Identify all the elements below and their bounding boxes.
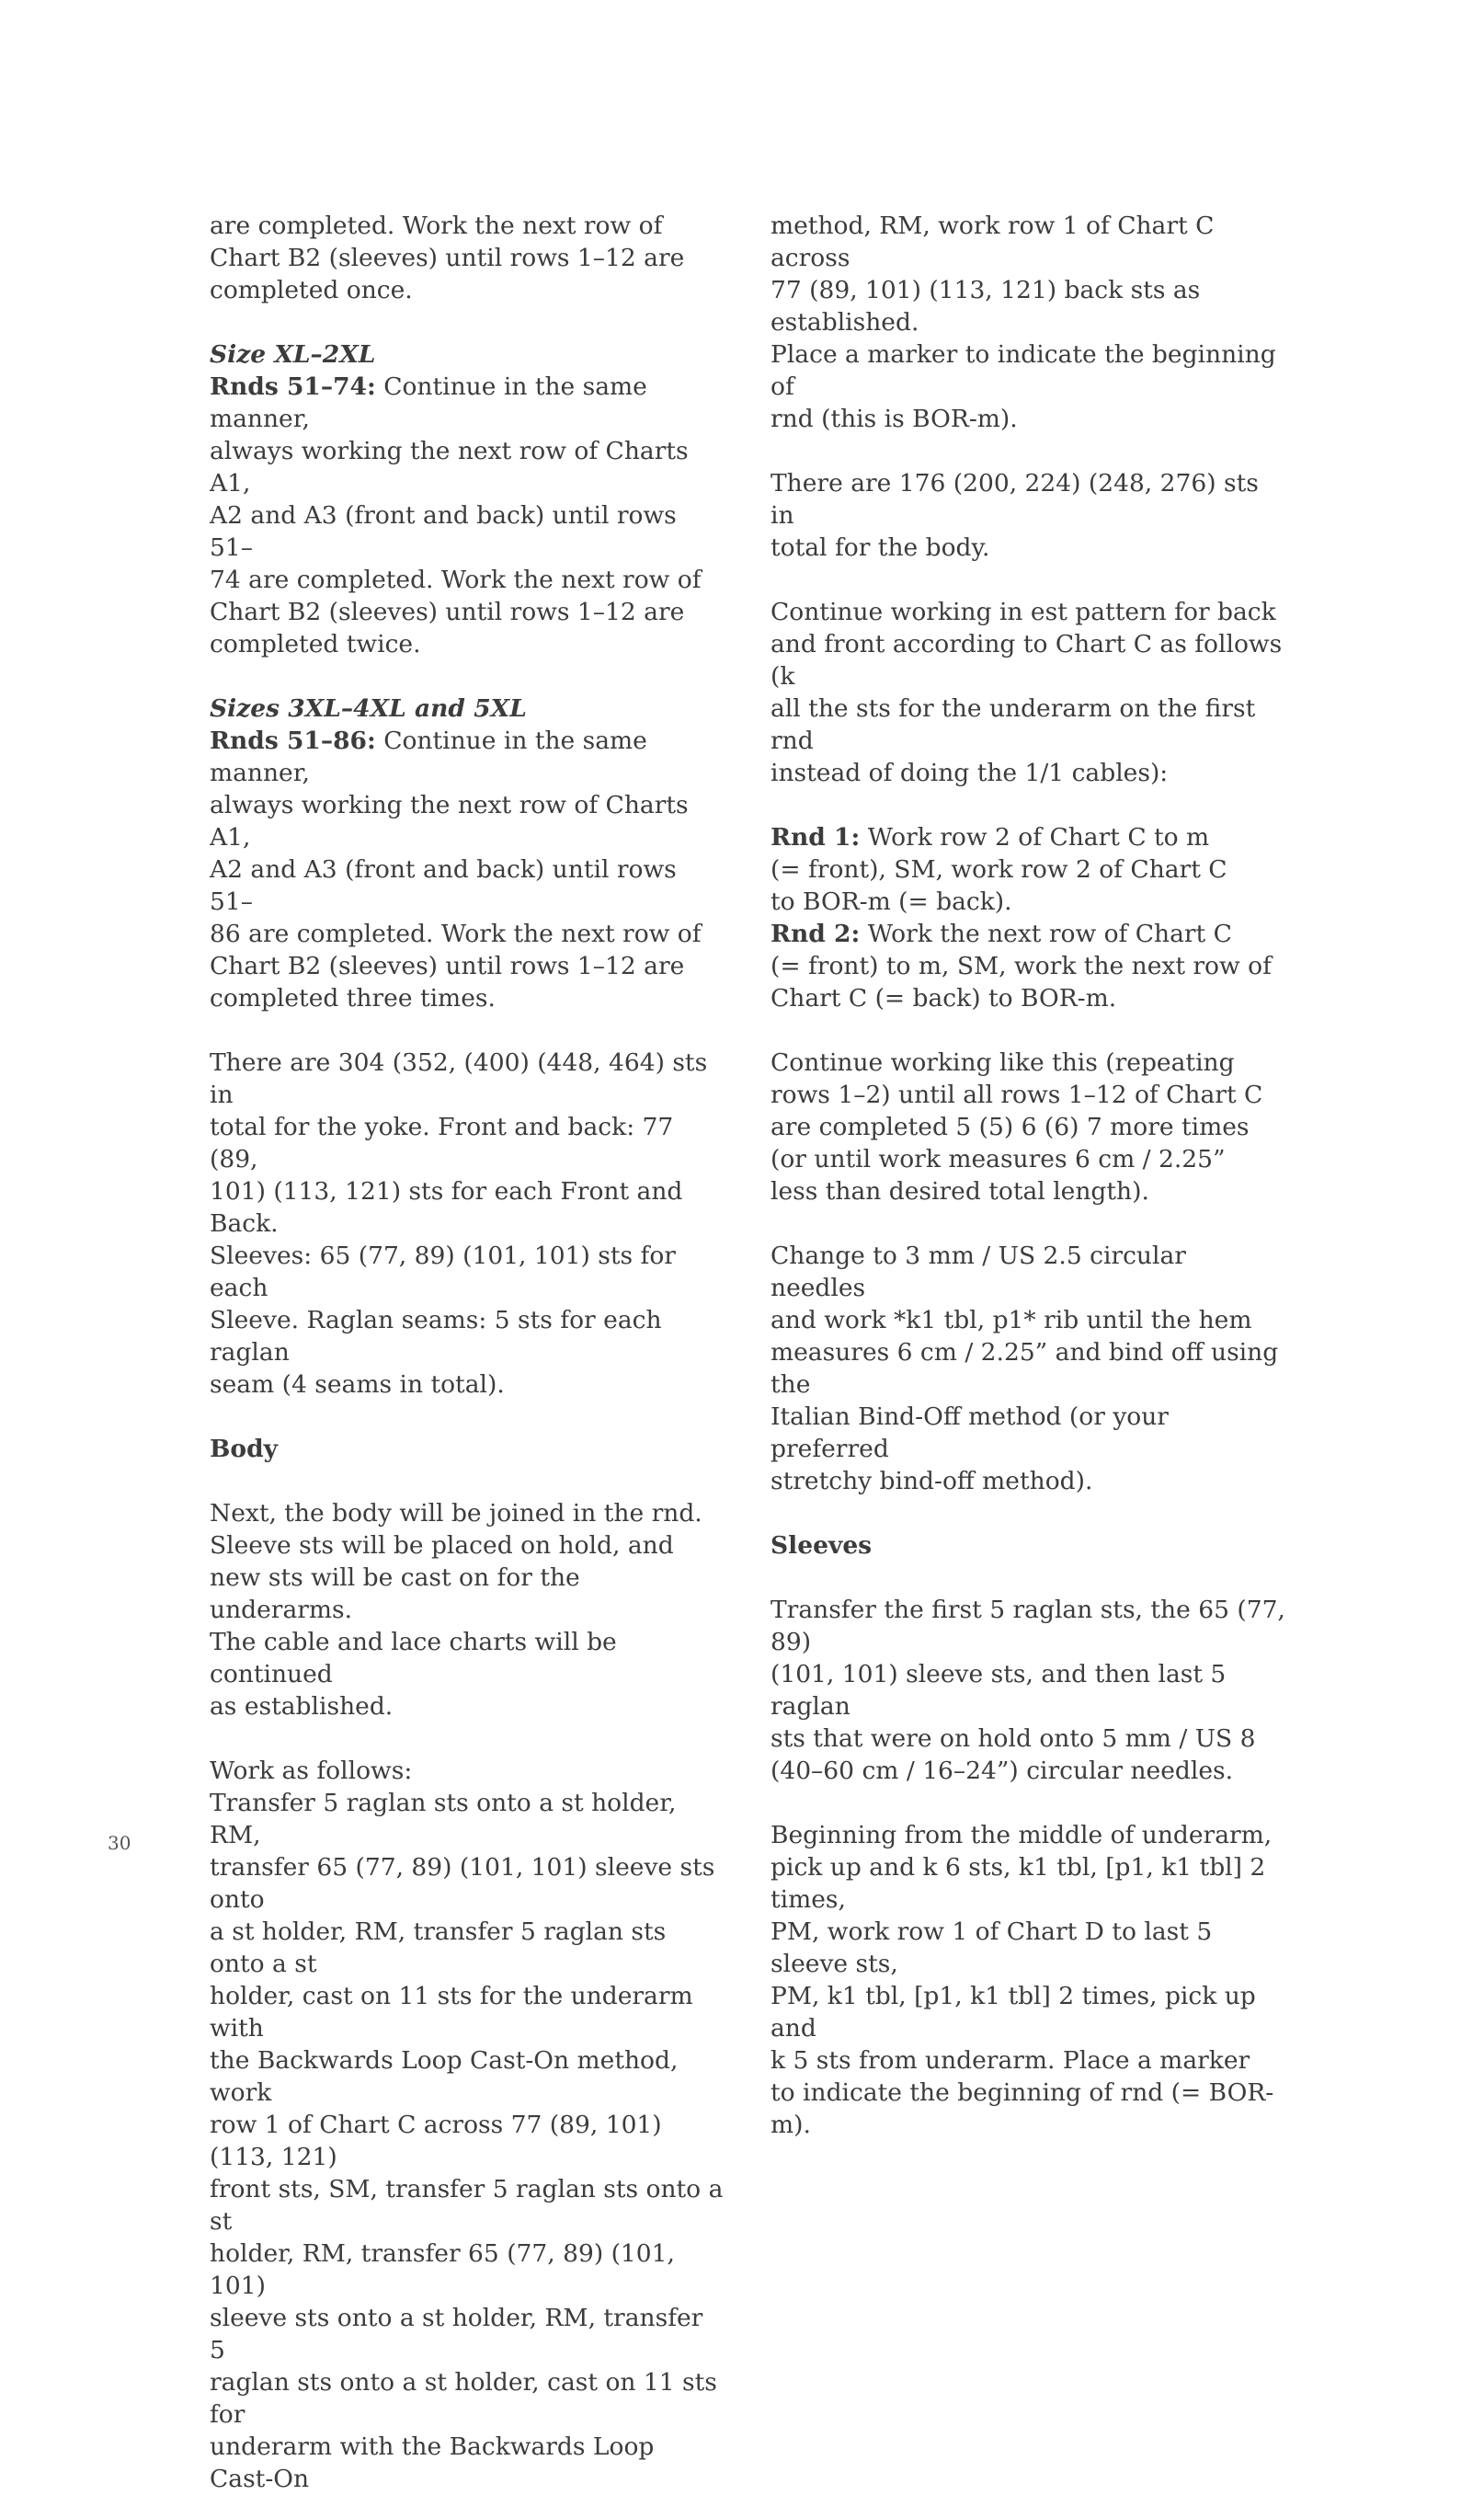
body-totals-paragraph: There are 176 (200, 224) (248, 276) sts in total for the body. [771,469,1259,562]
rounds-paragraph [771,821,1285,1014]
rnd-1-text: Work row 2 of Chart C to m (= front), SM, work row 2 of Chart C to BOR-m (= back). [771,823,1227,916]
body-heading: Body [210,1435,279,1463]
body-intro-paragraph: Next, the body will be joined in the rnd. Sleeve sts will be placed on hold, and new sts will be cast on for the underarms. The cable and lace charts will be continued as established. [210,1499,702,1721]
rnd-2-label: Rnd 2: [771,920,861,948]
repeat-paragraph: Continue working like this (repeating rows 1–2) until all rows 1–12 of Chart C are completed 5 (5) 6 (6) 7 more times (or until work measures 6 cm / 2.25” less than desired total length). [771,1048,1263,1206]
rnds-51-74-text: Continue in the same manner, always working the next row of Charts A1, A2 and A3 (front and back) until rows 51– 74 are completed. Work the next row of Chart B2 (sleeves) until rows 1–12 are completed twice. [210,372,702,658]
method-paragraph: method, RM, work row 1 of Chart C across 77 (89, 101) (113, 121) back sts as established. Place a marker to indicate the beginning of rnd (this is BOR-m). [771,212,1276,433]
sleeves-transfer-paragraph: Transfer the first 5 raglan sts, the 65 (77, 89) (101, 101) sleeve sts, and then last 5 raglan sts that were on hold onto 5 mm / US 8 (40–60 cm / 16–24”) circular needles. [771,1596,1285,1785]
sleeves-heading: Sleeves [771,1531,873,1560]
size-3xl-5xl-heading: Sizes 3XL–4XL and 5XL [210,694,527,723]
yoke-totals-paragraph: There are 304 (352, (400) (448, 464) sts in total for the yoke. Front and back: 77 (89, 101) (113, 121) sts for each Front and Back. Sleeves: 65 (77, 89) (101, 101) sts for each Sleeve. Raglan seams: 5 sts for each raglan seam (4 seams in total). [210,1048,708,1399]
rnds-51-86-label: Rnds 51–86: [210,727,376,755]
change-needles-paragraph: Change to 3 mm / US 2.5 circular needles and work *k1 tbl, p1* rib until the hem measures 6 cm / 2.25” and bind off using the Italian Bind-Off method (or your preferred stretchy bind-off method). [771,1242,1279,1495]
work-as-follows-paragraph: Work as follows: Transfer 5 raglan sts onto a st holder, RM, transfer 65 (77, 89) (101, 101) sleeve sts onto a st holder, RM, transfer 5 raglan sts onto a st holder, cast on 11 sts for the underarm with the Backwards Loop Cast-On method, work row 1 of Chart C across 77 (89, 101) (113, 121) front sts, SM, transfer 5 raglan sts onto a st holder, RM, transfer 65 (77, 89) (101, 101) sleeve sts onto a st holder, RM, transfer 5 raglan sts onto a st holder, cast on 11 sts for underarm with the Backwards Loop Cast-On [210,1757,724,2493]
size-xl-2xl-heading: Size XL–2XL [210,340,376,369]
rnd-1-label: Rnd 1: [771,823,861,852]
right-column [771,210,1285,2141]
rnd-2-text: Work the next row of Chart C (= front) to m, SM, work the next row of Chart C (= back) to BOR-m. [771,920,1272,1013]
rnds-51-86-text: Continue in the same manner, always working the next row of Charts A1, A2 and A3 (front and back) until rows 51– 86 are completed. Work the next row of Chart B2 (sleeves) until rows 1–12 are completed three times. [210,727,702,1013]
intro-paragraph: are completed. Work the next row of Chart B2 (sleeves) until rows 1–12 are completed once. [210,212,685,304]
page-number: 30 [108,1832,131,1854]
size-xl-2xl-section [210,338,725,660]
continue-pattern-paragraph: Continue working in est pattern for back and front according to Chart C as follows (k all the sts for the underarm on the first rnd instead of doing the 1/1 cables): [771,598,1283,787]
size-3xl-5xl-section [210,692,725,1014]
left-column [210,210,725,2495]
rnds-51-74-label: Rnds 51–74: [210,372,376,401]
sleeves-begin-paragraph: Beginning from the middle of underarm, pick up and k 6 sts, k1 tbl, [p1, k1 tbl] 2 times, PM, work row 1 of Chart D to last 5 sleeve sts, PM, k1 tbl, [p1, k1 tbl] 2 times, pick up and k 5 sts from underarm. Place a marker to indicate the beginning of rnd (= BOR-m). [771,1821,1274,2139]
